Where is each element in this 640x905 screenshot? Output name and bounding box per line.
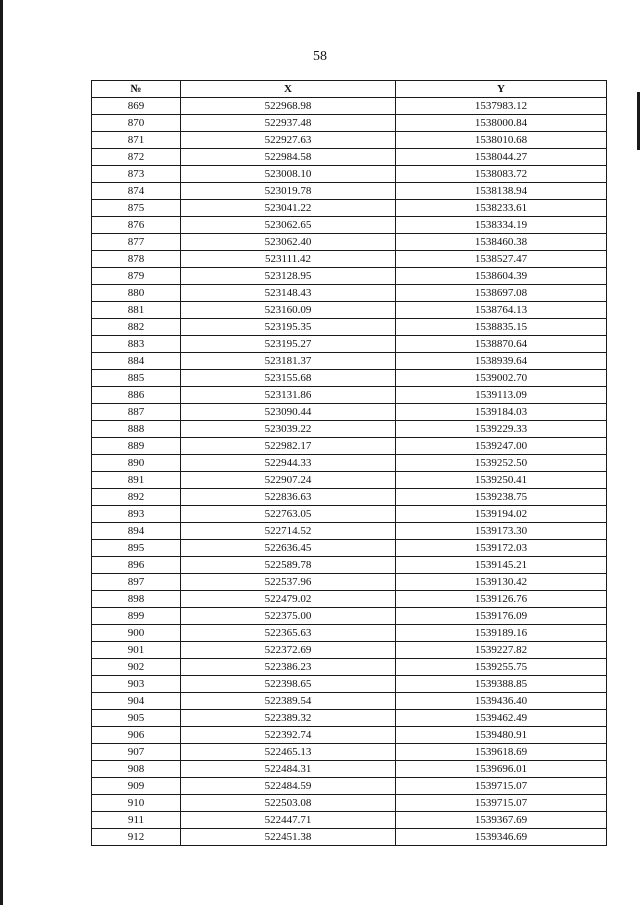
y-coordinate-cell: 1539480.91 (396, 727, 607, 744)
y-coordinate-cell: 1538334.19 (396, 217, 607, 234)
table-row (92, 455, 607, 472)
table-body (92, 98, 607, 846)
x-coordinate-cell: 522389.54 (181, 693, 396, 710)
y-coordinate-cell: 1538939.64 (396, 353, 607, 370)
y-coordinate-cell: 1539696.01 (396, 761, 607, 778)
y-coordinate-cell: 1539145.21 (396, 557, 607, 574)
table-row (92, 115, 607, 132)
table-header-row (92, 81, 607, 98)
x-coordinate-cell: 522479.02 (181, 591, 396, 608)
table-row (92, 421, 607, 438)
point-number-cell: 891 (92, 472, 181, 489)
x-coordinate-cell: 522447.71 (181, 812, 396, 829)
y-coordinate-cell: 1538010.68 (396, 132, 607, 149)
point-number-cell: 888 (92, 421, 181, 438)
header-number: № (92, 81, 181, 98)
y-coordinate-cell: 1539172.03 (396, 540, 607, 557)
y-coordinate-cell: 1539184.03 (396, 404, 607, 421)
y-coordinate-cell: 1538138.94 (396, 183, 607, 200)
table-row (92, 370, 607, 387)
y-coordinate-cell: 1538460.38 (396, 234, 607, 251)
x-coordinate-cell: 523155.68 (181, 370, 396, 387)
x-coordinate-cell: 523041.22 (181, 200, 396, 217)
x-coordinate-cell: 522714.52 (181, 523, 396, 540)
x-coordinate-cell: 523128.95 (181, 268, 396, 285)
y-coordinate-cell: 1539176.09 (396, 608, 607, 625)
table-row (92, 591, 607, 608)
point-number-cell: 912 (92, 829, 181, 846)
x-coordinate-cell: 522484.59 (181, 778, 396, 795)
x-coordinate-cell: 522484.31 (181, 761, 396, 778)
x-coordinate-cell: 522907.24 (181, 472, 396, 489)
scan-left-edge (0, 0, 3, 905)
x-coordinate-cell: 522944.33 (181, 455, 396, 472)
y-coordinate-cell: 1538527.47 (396, 251, 607, 268)
table-row (92, 642, 607, 659)
table-row (92, 761, 607, 778)
table-row (92, 98, 607, 115)
point-number-cell: 869 (92, 98, 181, 115)
x-coordinate-cell: 523131.86 (181, 387, 396, 404)
y-coordinate-cell: 1539367.69 (396, 812, 607, 829)
x-coordinate-cell: 523008.10 (181, 166, 396, 183)
point-number-cell: 871 (92, 132, 181, 149)
point-number-cell: 909 (92, 778, 181, 795)
table-row (92, 319, 607, 336)
point-number-cell: 882 (92, 319, 181, 336)
x-coordinate-cell: 523062.40 (181, 234, 396, 251)
table-row (92, 812, 607, 829)
point-number-cell: 904 (92, 693, 181, 710)
y-coordinate-cell: 1539388.85 (396, 676, 607, 693)
point-number-cell: 906 (92, 727, 181, 744)
point-number-cell: 897 (92, 574, 181, 591)
point-number-cell: 902 (92, 659, 181, 676)
point-number-cell: 893 (92, 506, 181, 523)
x-coordinate-cell: 523181.37 (181, 353, 396, 370)
point-number-cell: 905 (92, 710, 181, 727)
x-coordinate-cell: 522982.17 (181, 438, 396, 455)
table-row (92, 404, 607, 421)
y-coordinate-cell: 1539255.75 (396, 659, 607, 676)
point-number-cell: 876 (92, 217, 181, 234)
table-row (92, 149, 607, 166)
y-coordinate-cell: 1539238.75 (396, 489, 607, 506)
page-number: 58 (313, 49, 327, 64)
x-coordinate-cell: 523090.44 (181, 404, 396, 421)
y-coordinate-cell: 1538044.27 (396, 149, 607, 166)
table-row (92, 727, 607, 744)
table-row (92, 336, 607, 353)
point-number-cell: 879 (92, 268, 181, 285)
x-coordinate-cell: 522836.63 (181, 489, 396, 506)
table-row (92, 268, 607, 285)
point-number-cell: 885 (92, 370, 181, 387)
y-coordinate-cell: 1538233.61 (396, 200, 607, 217)
y-coordinate-cell: 1539436.40 (396, 693, 607, 710)
x-coordinate-cell: 522389.32 (181, 710, 396, 727)
y-coordinate-cell: 1539346.69 (396, 829, 607, 846)
table-row (92, 302, 607, 319)
header-y: Y (396, 81, 607, 98)
point-number-cell: 903 (92, 676, 181, 693)
point-number-cell: 875 (92, 200, 181, 217)
point-number-cell: 881 (92, 302, 181, 319)
table-row (92, 251, 607, 268)
y-coordinate-cell: 1538000.84 (396, 115, 607, 132)
table-row (92, 659, 607, 676)
y-coordinate-cell: 1538764.13 (396, 302, 607, 319)
x-coordinate-cell: 522503.08 (181, 795, 396, 812)
table-row (92, 778, 607, 795)
table-row (92, 132, 607, 149)
x-coordinate-cell: 522372.69 (181, 642, 396, 659)
y-coordinate-cell: 1538835.15 (396, 319, 607, 336)
x-coordinate-cell: 523160.09 (181, 302, 396, 319)
x-coordinate-cell: 522968.98 (181, 98, 396, 115)
x-coordinate-cell: 522589.78 (181, 557, 396, 574)
y-coordinate-cell: 1539247.00 (396, 438, 607, 455)
y-coordinate-cell: 1538697.08 (396, 285, 607, 302)
x-coordinate-cell: 522763.05 (181, 506, 396, 523)
point-number-cell: 873 (92, 166, 181, 183)
y-coordinate-cell: 1538083.72 (396, 166, 607, 183)
x-coordinate-cell: 522392.74 (181, 727, 396, 744)
point-number-cell: 878 (92, 251, 181, 268)
x-coordinate-cell: 523062.65 (181, 217, 396, 234)
table-row (92, 676, 607, 693)
y-coordinate-cell: 1539715.07 (396, 778, 607, 795)
x-coordinate-cell: 522984.58 (181, 149, 396, 166)
table-row (92, 387, 607, 404)
table-row (92, 693, 607, 710)
table-row (92, 540, 607, 557)
y-coordinate-cell: 1539194.02 (396, 506, 607, 523)
y-coordinate-cell: 1538870.64 (396, 336, 607, 353)
point-number-cell: 894 (92, 523, 181, 540)
point-number-cell: 896 (92, 557, 181, 574)
y-coordinate-cell: 1539462.49 (396, 710, 607, 727)
point-number-cell: 910 (92, 795, 181, 812)
point-number-cell: 911 (92, 812, 181, 829)
y-coordinate-cell: 1539252.50 (396, 455, 607, 472)
point-number-cell: 880 (92, 285, 181, 302)
header-x: X (181, 81, 396, 98)
y-coordinate-cell: 1537983.12 (396, 98, 607, 115)
coordinates-table (91, 80, 607, 846)
table-row (92, 574, 607, 591)
y-coordinate-cell: 1539618.69 (396, 744, 607, 761)
y-coordinate-cell: 1539173.30 (396, 523, 607, 540)
x-coordinate-cell: 522465.13 (181, 744, 396, 761)
table-row (92, 710, 607, 727)
y-coordinate-cell: 1538604.39 (396, 268, 607, 285)
table-row (92, 200, 607, 217)
table-row (92, 438, 607, 455)
point-number-cell: 889 (92, 438, 181, 455)
y-coordinate-cell: 1539227.82 (396, 642, 607, 659)
point-number-cell: 892 (92, 489, 181, 506)
y-coordinate-cell: 1539126.76 (396, 591, 607, 608)
x-coordinate-cell: 523195.35 (181, 319, 396, 336)
x-coordinate-cell: 522937.48 (181, 115, 396, 132)
point-number-cell: 895 (92, 540, 181, 557)
point-number-cell: 877 (92, 234, 181, 251)
x-coordinate-cell: 523039.22 (181, 421, 396, 438)
x-coordinate-cell: 523195.27 (181, 336, 396, 353)
x-coordinate-cell: 522537.96 (181, 574, 396, 591)
table-row (92, 608, 607, 625)
y-coordinate-cell: 1539002.70 (396, 370, 607, 387)
x-coordinate-cell: 522375.00 (181, 608, 396, 625)
table-row (92, 489, 607, 506)
point-number-cell: 898 (92, 591, 181, 608)
x-coordinate-cell: 522365.63 (181, 625, 396, 642)
point-number-cell: 907 (92, 744, 181, 761)
table-row (92, 506, 607, 523)
table-row (92, 166, 607, 183)
table-row (92, 523, 607, 540)
table-row (92, 795, 607, 812)
x-coordinate-cell: 523148.43 (181, 285, 396, 302)
x-coordinate-cell: 523111.42 (181, 251, 396, 268)
table-row (92, 557, 607, 574)
y-coordinate-cell: 1539229.33 (396, 421, 607, 438)
x-coordinate-cell: 522451.38 (181, 829, 396, 846)
table-row (92, 625, 607, 642)
point-number-cell: 890 (92, 455, 181, 472)
y-coordinate-cell: 1539715.07 (396, 795, 607, 812)
table-row (92, 744, 607, 761)
point-number-cell: 874 (92, 183, 181, 200)
x-coordinate-cell: 522927.63 (181, 132, 396, 149)
y-coordinate-cell: 1539130.42 (396, 574, 607, 591)
table-row (92, 217, 607, 234)
table-row (92, 285, 607, 302)
point-number-cell: 883 (92, 336, 181, 353)
table-row (92, 472, 607, 489)
x-coordinate-cell: 522398.65 (181, 676, 396, 693)
x-coordinate-cell: 522636.45 (181, 540, 396, 557)
point-number-cell: 872 (92, 149, 181, 166)
point-number-cell: 870 (92, 115, 181, 132)
point-number-cell: 908 (92, 761, 181, 778)
point-number-cell: 886 (92, 387, 181, 404)
point-number-cell: 887 (92, 404, 181, 421)
table-row (92, 183, 607, 200)
x-coordinate-cell: 522386.23 (181, 659, 396, 676)
point-number-cell: 899 (92, 608, 181, 625)
point-number-cell: 900 (92, 625, 181, 642)
y-coordinate-cell: 1539189.16 (396, 625, 607, 642)
y-coordinate-cell: 1539250.41 (396, 472, 607, 489)
y-coordinate-cell: 1539113.09 (396, 387, 607, 404)
x-coordinate-cell: 523019.78 (181, 183, 396, 200)
table-row (92, 829, 607, 846)
point-number-cell: 884 (92, 353, 181, 370)
table-row (92, 234, 607, 251)
point-number-cell: 901 (92, 642, 181, 659)
table-row (92, 353, 607, 370)
